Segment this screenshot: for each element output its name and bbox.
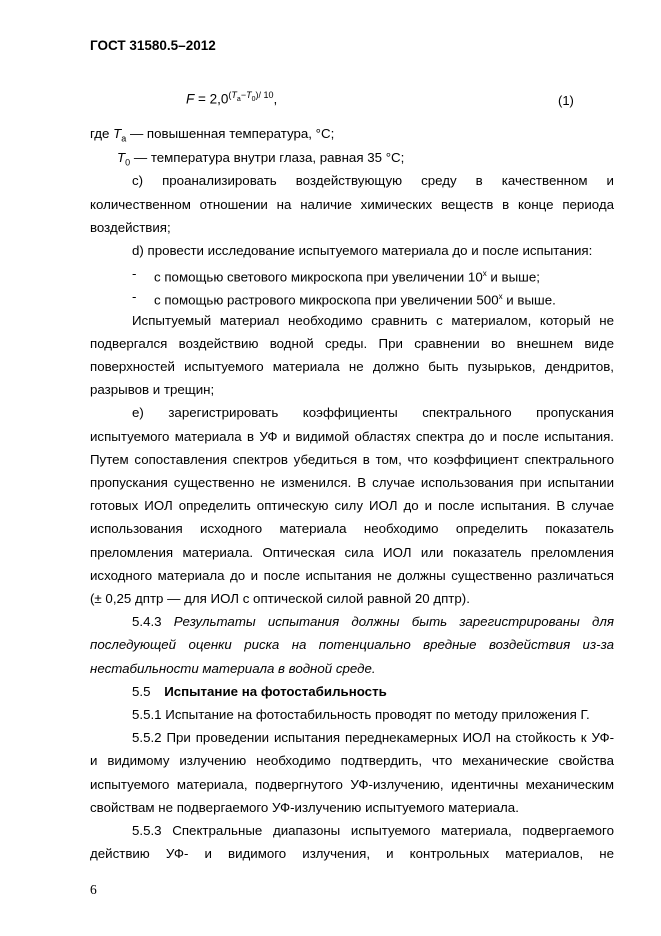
text-line: 5.4.3 Результаты испытания должны быть зарегистрированы для: [132, 614, 614, 629]
text-line: нестабильности материала в водной среде.: [90, 661, 376, 676]
text-line: $T_0$ — температура внутри глаза, равная 35 °С;: [117, 150, 405, 168]
equation-number: (1): [558, 93, 574, 108]
text-line: последующей оценки риска на потенциально вредные воздействия из-за: [90, 637, 614, 652]
text-line: (± 0,25 дптр — для ИОЛ с оптической силой равной 20 дптр).: [90, 591, 470, 606]
text-line: 5.5.2 При проведении испытания переднекамерных ИОЛ на стойкость к УФ-: [132, 730, 614, 745]
list-item: - с помощью растрового микроскопа при увеличении $500^х$ и выше.: [132, 289, 556, 308]
text-line: поверхностей испытуемого материала не должно быть пузырьков, дендритов,: [90, 359, 614, 374]
list-item: - с помощью светового микроскопа при увеличении $10^х$ и выше;: [132, 266, 540, 285]
text-line: разрывов и трещин;: [90, 382, 215, 397]
formula-1: $F = 2,0^{(T_a-T_0)/ 10}$,: [186, 90, 278, 107]
text-line: e) зарегистрировать коэффициенты спектрального пропускания: [132, 405, 614, 420]
text-line: Испытуемый материал необходимо сравнить с материалом, который не: [132, 313, 614, 328]
text-line: 5.5.3 Спектральные диапазоны испытуемого материала, подвергаемого: [132, 823, 614, 838]
page-number: 6: [90, 882, 97, 897]
document-header: ГОСТ 31580.5–2012: [90, 38, 216, 53]
text-line: воздействия;: [90, 220, 171, 235]
text-line: свойствам не подвергаемого УФ-излучению испытуемого материала.: [90, 800, 519, 815]
text-line: пропускания существенно не изменился. В случае использования при испытании: [90, 475, 614, 490]
text-line: количественном отношении на наличие химических веществ в конце периода: [90, 197, 614, 212]
text-line: Путем сопоставления спектров убедиться в том, что коэффициент спектрального: [90, 452, 614, 467]
text-line: c) проанализировать воздействующую среду в качественном и: [132, 173, 614, 188]
text-line: исходного материала до и после испытания не должны существенно различаться: [90, 568, 614, 583]
text-line: использования исходного материала необходимо определить показатель: [90, 521, 614, 536]
text-line: испытуемого материала в УФ и видимой областях спектра до и после испытания.: [90, 429, 614, 444]
text-line: испытуемого материала, подвергнутого УФ-излучению, идентичны механическим: [90, 777, 614, 792]
text-line: готовых ИОЛ определить оптическую силу ИОЛ до и после испытания. В случае: [90, 498, 614, 513]
text-line: действию УФ- и видимого излучения, и контрольных материалов, не: [90, 846, 614, 861]
text-line: d) провести исследование испытуемого материала до и после испытания:: [132, 243, 593, 258]
text-line: преломления материала. Оптическая сила ИОЛ или показатель преломления: [90, 545, 614, 560]
text-line: 5.5.1 Испытание на фотостабильность проводят по методу приложения Г.: [132, 707, 590, 722]
section-heading: 5.5 Испытание на фотостабильность: [132, 684, 387, 699]
text-line: где $T_a$ — повышенная температура, °С;: [90, 126, 335, 144]
text-line: и видимому излучению необходимо подтвердить, что механические свойства: [90, 753, 614, 768]
text-line: подвергался воздействию водной среды. При сравнении во внешнем виде: [90, 336, 614, 351]
